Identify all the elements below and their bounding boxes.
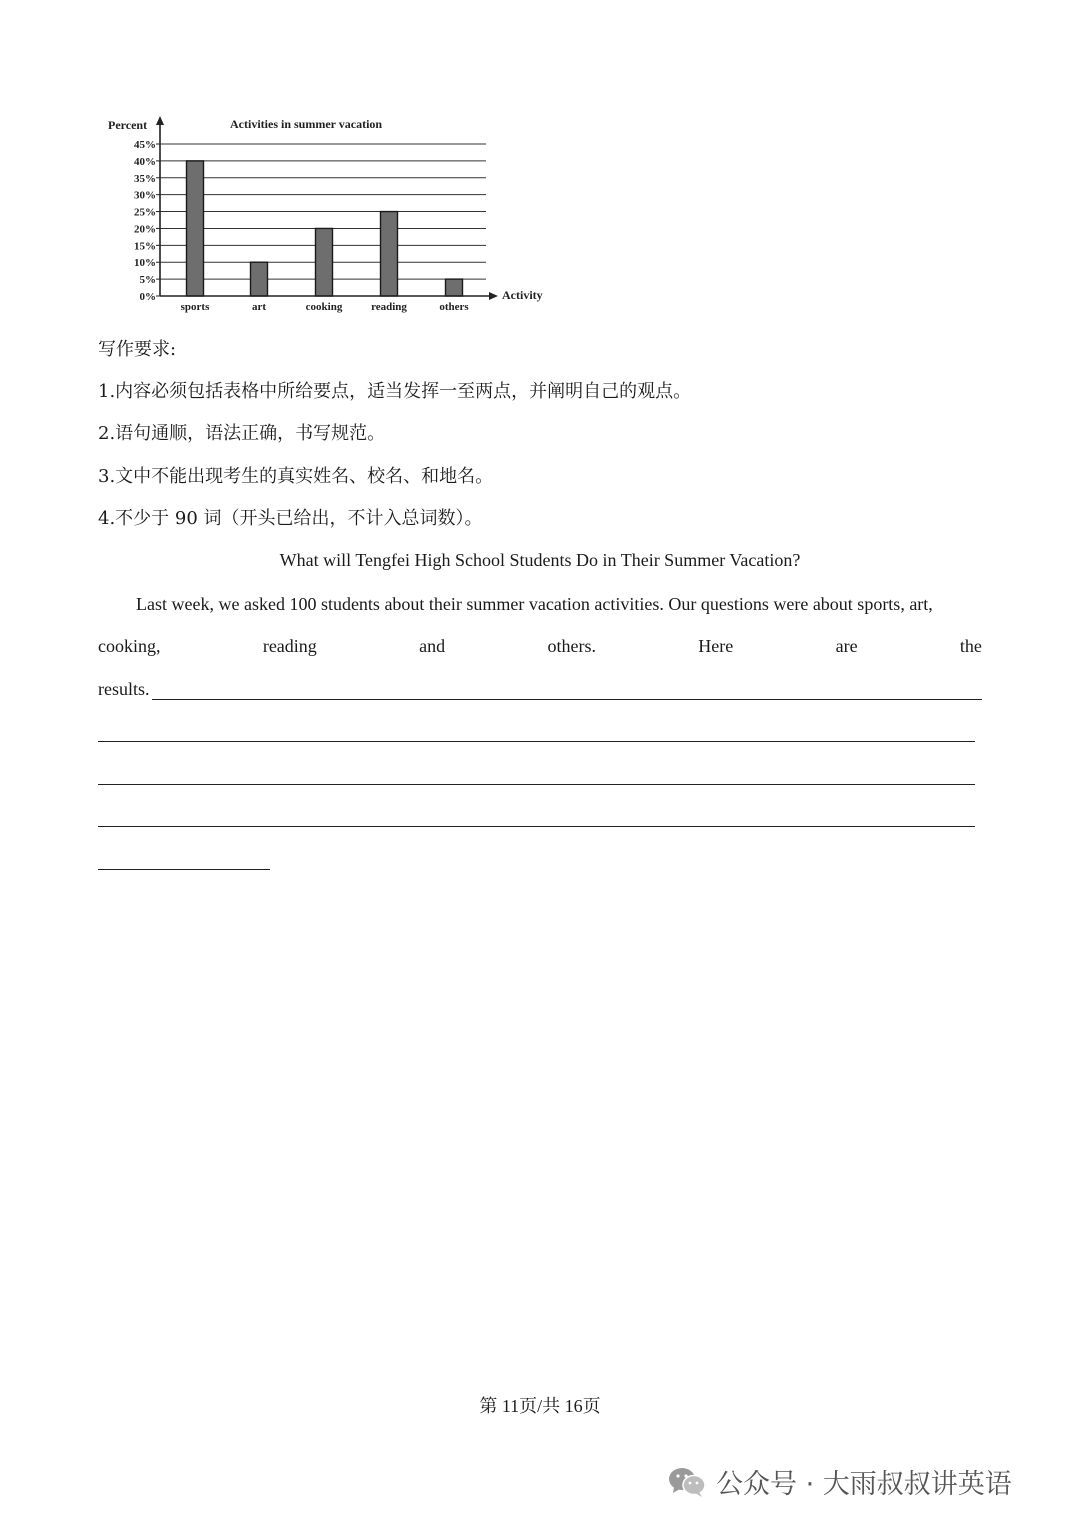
y-tick-label: 30% xyxy=(134,189,156,202)
word: cooking, xyxy=(98,636,161,656)
writing-line xyxy=(98,784,975,785)
writing-line xyxy=(98,826,975,827)
x-tick-label: sports xyxy=(180,301,210,313)
x-tick-label: art xyxy=(251,301,267,313)
word: are xyxy=(835,636,858,656)
word: the xyxy=(959,636,982,656)
essay-line-1: Last week, we asked 100 students about their summer vacation activities. Our questions were about sports, art, xyxy=(136,594,933,614)
chart-ylabel: Percent xyxy=(108,118,148,132)
word: reading xyxy=(262,636,317,656)
requirement-item: 3.文中不能出现考生的真实姓名、校名、和地名。 xyxy=(98,466,494,487)
chart-title: Activities in summer vacation xyxy=(230,117,383,131)
y-tick-label: 0% xyxy=(139,291,156,303)
writing-line xyxy=(152,699,982,700)
y-tick-label: 10% xyxy=(134,257,156,270)
watermark-text: 公众号 · 大雨叔叔讲英语 xyxy=(716,1469,1012,1500)
x-tick-label: reading xyxy=(371,301,407,313)
watermark xyxy=(668,1462,1012,1501)
word: others. xyxy=(547,636,596,656)
bar-chart xyxy=(100,108,570,323)
essay-line-3: results. xyxy=(98,679,150,699)
x-tick-label: cooking xyxy=(305,301,343,313)
y-tick-label: 35% xyxy=(134,172,156,185)
writing-line xyxy=(98,741,975,742)
page-number: 第 11页/共 16页 xyxy=(479,1396,601,1416)
y-tick-label: 5% xyxy=(139,274,156,287)
essay-title: What will Tengfei High School Students Do in Their Summer Vacation? xyxy=(279,550,801,570)
bar-cooking xyxy=(316,228,333,296)
y-tick-label: 20% xyxy=(134,223,156,236)
word: and xyxy=(419,636,446,656)
word: Here xyxy=(698,636,734,656)
bar-others xyxy=(446,279,463,296)
y-tick-labels xyxy=(134,139,156,303)
y-tick-label: 40% xyxy=(134,155,156,168)
requirements-heading: 写作要求: xyxy=(98,339,177,360)
essay-line-2 xyxy=(98,636,982,657)
y-tick-label: 45% xyxy=(134,139,156,151)
wechat-icon xyxy=(668,1466,706,1498)
requirement-item: 2.语句通顺，语法正确，书写规范。 xyxy=(98,423,386,444)
bar-art xyxy=(251,262,268,296)
x-tick-label: others xyxy=(439,301,469,313)
y-tick-label: 15% xyxy=(134,240,156,253)
chart-xlabel: Activity xyxy=(502,288,543,302)
bar-sports xyxy=(187,161,204,296)
y-tick-label: 25% xyxy=(134,206,156,219)
bar-reading xyxy=(381,212,398,296)
requirement-item: 4.不少于 90 词（开头已给出，不计入总词数）。 xyxy=(98,508,483,529)
x-tick-labels xyxy=(181,301,470,313)
writing-line xyxy=(98,869,270,870)
x-axis-arrow xyxy=(489,292,498,300)
y-axis-arrow xyxy=(156,116,164,125)
requirement-item: 1.内容必须包括表格中所给要点，适当发挥一至两点，并阐明自己的观点。 xyxy=(98,381,692,402)
